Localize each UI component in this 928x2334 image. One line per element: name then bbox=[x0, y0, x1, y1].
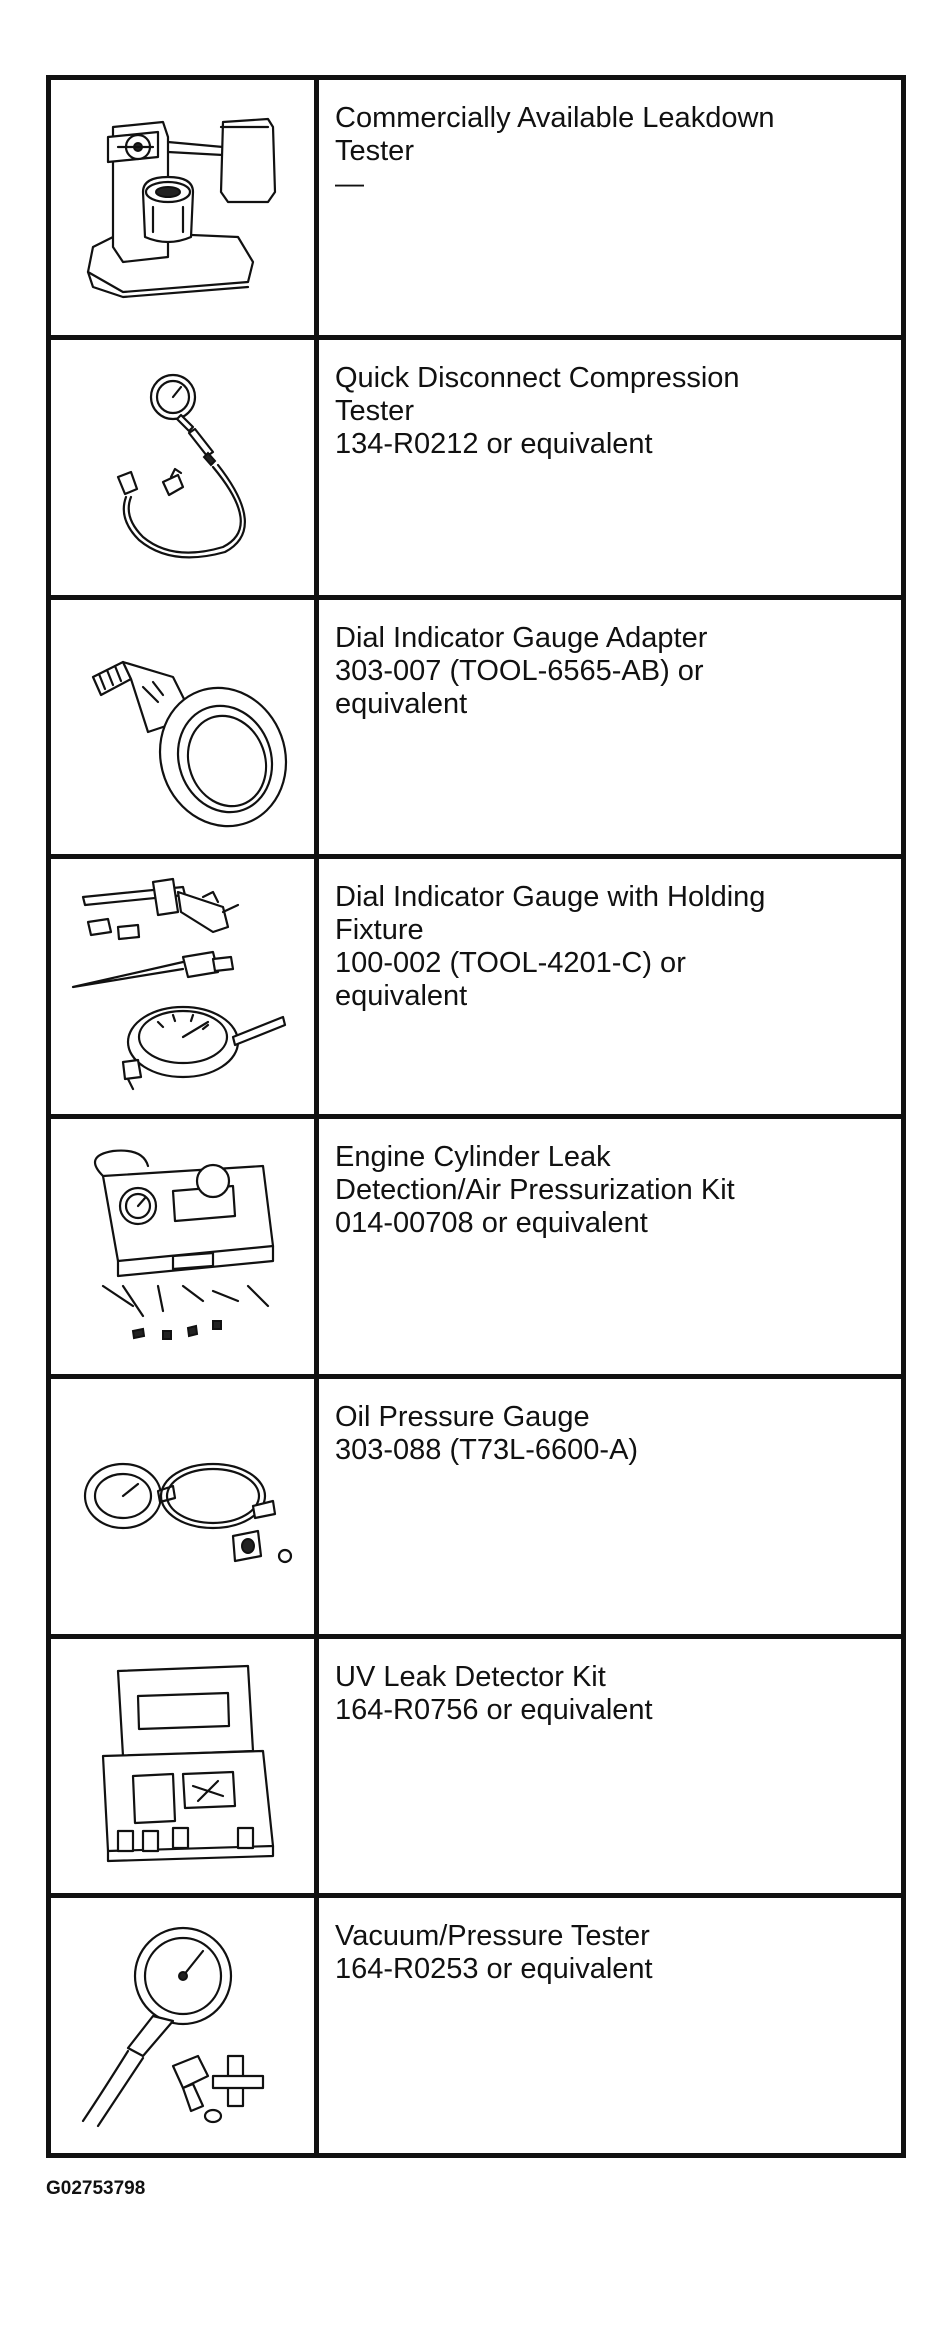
tool-name: Tester bbox=[335, 135, 414, 167]
tool-row bbox=[51, 340, 901, 600]
tool-description bbox=[319, 600, 901, 855]
compression-tester-icon bbox=[63, 357, 303, 577]
tool-illustration-cell bbox=[51, 1119, 319, 1374]
tool-name: Tester bbox=[335, 394, 414, 427]
tool-name: Dial Indicator Gauge Adapter bbox=[335, 621, 708, 654]
tool-part-number: equivalent bbox=[335, 687, 468, 720]
oil-pressure-gauge-icon bbox=[63, 1396, 303, 1616]
tool-row bbox=[51, 80, 901, 340]
tool-name: Quick Disconnect Compression bbox=[335, 361, 740, 394]
figure-code: G02753798 bbox=[46, 2178, 146, 2199]
leakdown-tester-icon bbox=[63, 97, 303, 317]
leak-detection-kit-icon bbox=[63, 1136, 303, 1356]
tool-part-number: 134-R0212 or equivalent bbox=[335, 427, 653, 460]
tool-part-number: 164-R0253 or equivalent bbox=[335, 1953, 653, 1986]
tool-part-number: — bbox=[335, 168, 364, 200]
tool-description bbox=[319, 859, 901, 1114]
tool-description bbox=[319, 80, 901, 335]
tool-row bbox=[51, 859, 901, 1119]
tool-part-number: 303-007 (TOOL-6565-AB) or bbox=[335, 654, 704, 687]
tool-name: Fixture bbox=[335, 914, 424, 947]
tool-part-number: 303-088 (T73L-6600-A) bbox=[335, 1433, 639, 1466]
tool-illustration-cell bbox=[51, 600, 319, 855]
tool-part-number: 014-00708 or equivalent bbox=[335, 1207, 648, 1239]
tool-name: Vacuum/Pressure Tester bbox=[335, 1920, 650, 1953]
special-tools-table bbox=[46, 75, 906, 2158]
tool-part-number: equivalent bbox=[335, 980, 468, 1013]
tool-name: Engine Cylinder Leak bbox=[335, 1141, 611, 1173]
tool-illustration-cell bbox=[51, 1379, 319, 1634]
tool-row bbox=[51, 1898, 901, 2153]
tool-part-number: 164-R0756 or equivalent bbox=[335, 1693, 653, 1726]
vacuum-pressure-tester-icon bbox=[63, 1916, 303, 2136]
tool-illustration-cell bbox=[51, 1898, 319, 2153]
tool-description bbox=[319, 1639, 901, 1894]
tool-description bbox=[319, 1898, 901, 2153]
tool-illustration-cell bbox=[51, 859, 319, 1114]
tool-description bbox=[319, 1119, 901, 1374]
tool-row bbox=[51, 1119, 901, 1379]
tool-description bbox=[319, 1379, 901, 1634]
tool-illustration-cell bbox=[51, 1639, 319, 1894]
tool-name: Detection/Air Pressurization Kit bbox=[335, 1174, 735, 1206]
tool-name: UV Leak Detector Kit bbox=[335, 1660, 606, 1693]
tool-row bbox=[51, 1379, 901, 1639]
tool-name: Commercially Available Leakdown bbox=[335, 102, 775, 134]
tool-illustration-cell bbox=[51, 80, 319, 335]
uv-leak-kit-icon bbox=[63, 1656, 303, 1876]
tool-description bbox=[319, 340, 901, 595]
dial-indicator-fixture-icon bbox=[63, 877, 303, 1097]
tool-row bbox=[51, 1639, 901, 1899]
tool-part-number: 100-002 (TOOL-4201-C) or bbox=[335, 947, 686, 980]
tool-illustration-cell bbox=[51, 340, 319, 595]
gauge-adapter-icon bbox=[63, 617, 303, 837]
tool-row bbox=[51, 600, 901, 860]
tool-name: Oil Pressure Gauge bbox=[335, 1400, 590, 1433]
tool-name: Dial Indicator Gauge with Holding bbox=[335, 881, 766, 914]
